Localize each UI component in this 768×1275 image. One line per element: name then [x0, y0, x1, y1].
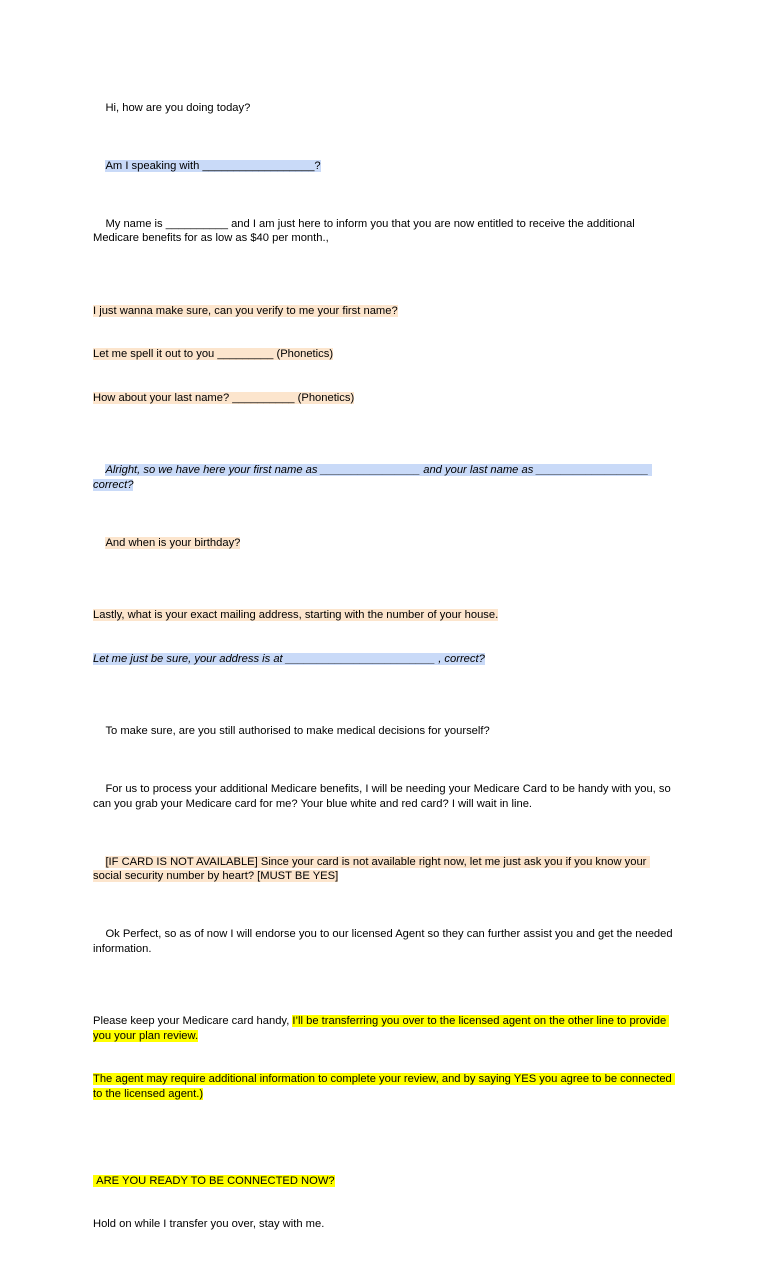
ready-block [93, 1145, 673, 1261]
card-not-available-paragraph [93, 840, 673, 898]
greeting-line [93, 86, 673, 130]
spell-out-text: Let me spell it out to you _________ (Phonetics) [93, 348, 334, 360]
medicare-card-paragraph [93, 768, 673, 826]
document-page [93, 86, 676, 1275]
name-verification-block [93, 275, 673, 435]
speaking-with-line [93, 144, 673, 188]
keep-card-text: Please keep your Medicare card handy, [93, 1015, 293, 1027]
agent-info-text: The agent may require additional information to complete your review, and by saying YES you agree to be connected to the licensed agent.) [93, 1073, 675, 1100]
card-not-available-text: [IF CARD IS NOT AVAILABLE] Since your card is not available right now, let me just ask you if you know your social security number by heart? [MUST BE YES] [93, 855, 650, 882]
speaking-with-text: Am I speaking with __________________? [105, 159, 321, 172]
address-block [93, 579, 673, 695]
authorised-text: To make sure, are you still authorised to make medical decisions for yourself? [105, 725, 490, 737]
endorse-paragraph [93, 913, 676, 971]
verify-first-name-text: I just wanna make sure, can you verify to me your first name? [93, 304, 398, 317]
endorse-text: Ok Perfect, so as of now I will endorse you to our licensed Agent so they can further assist you and get the needed information. [93, 928, 676, 955]
birthday-text: And when is your birthday? [105, 536, 241, 549]
confirm-names-paragraph [93, 449, 673, 507]
transfer-paragraph [93, 985, 673, 1130]
intro-text: My name is __________ and I am just here to inform you that you are now entitled to receive the additional Medicare benefits for as low as $40 per month., [93, 217, 638, 244]
mailing-address-text: Lastly, what is your exact mailing address, starting with the number of your house. [93, 609, 499, 621]
last-name-text: How about your last name? __________ (Phonetics) [93, 391, 355, 404]
transfer-highlight-text: I’ll be transferring you over to the licensed agent on the other line to provide you your plan review. [93, 1015, 670, 1042]
ready-text: ARE YOU READY TO BE CONNECTED NOW? [93, 1174, 335, 1187]
birthday-line [93, 521, 673, 565]
hold-on-text: Hold on while I transfer you over, stay with me. [93, 1218, 325, 1230]
intro-paragraph [93, 202, 673, 260]
medicare-card-text: For us to process your additional Medicare benefits, I will be needing your Medicare Card to be handy with you, so can you grab your Medicare card for me? Your blue white and red card? I will wait in line. [93, 783, 674, 810]
confirm-names-text: Alright, so we have here your first name as ________________ and your last name as __________________ correct? [93, 464, 652, 491]
greeting-text: Hi, how are you doing today? [105, 101, 251, 114]
confirm-address-text: Let me just be sure, your address is at ________________________ , correct? [93, 652, 485, 665]
authorised-line [93, 710, 673, 754]
